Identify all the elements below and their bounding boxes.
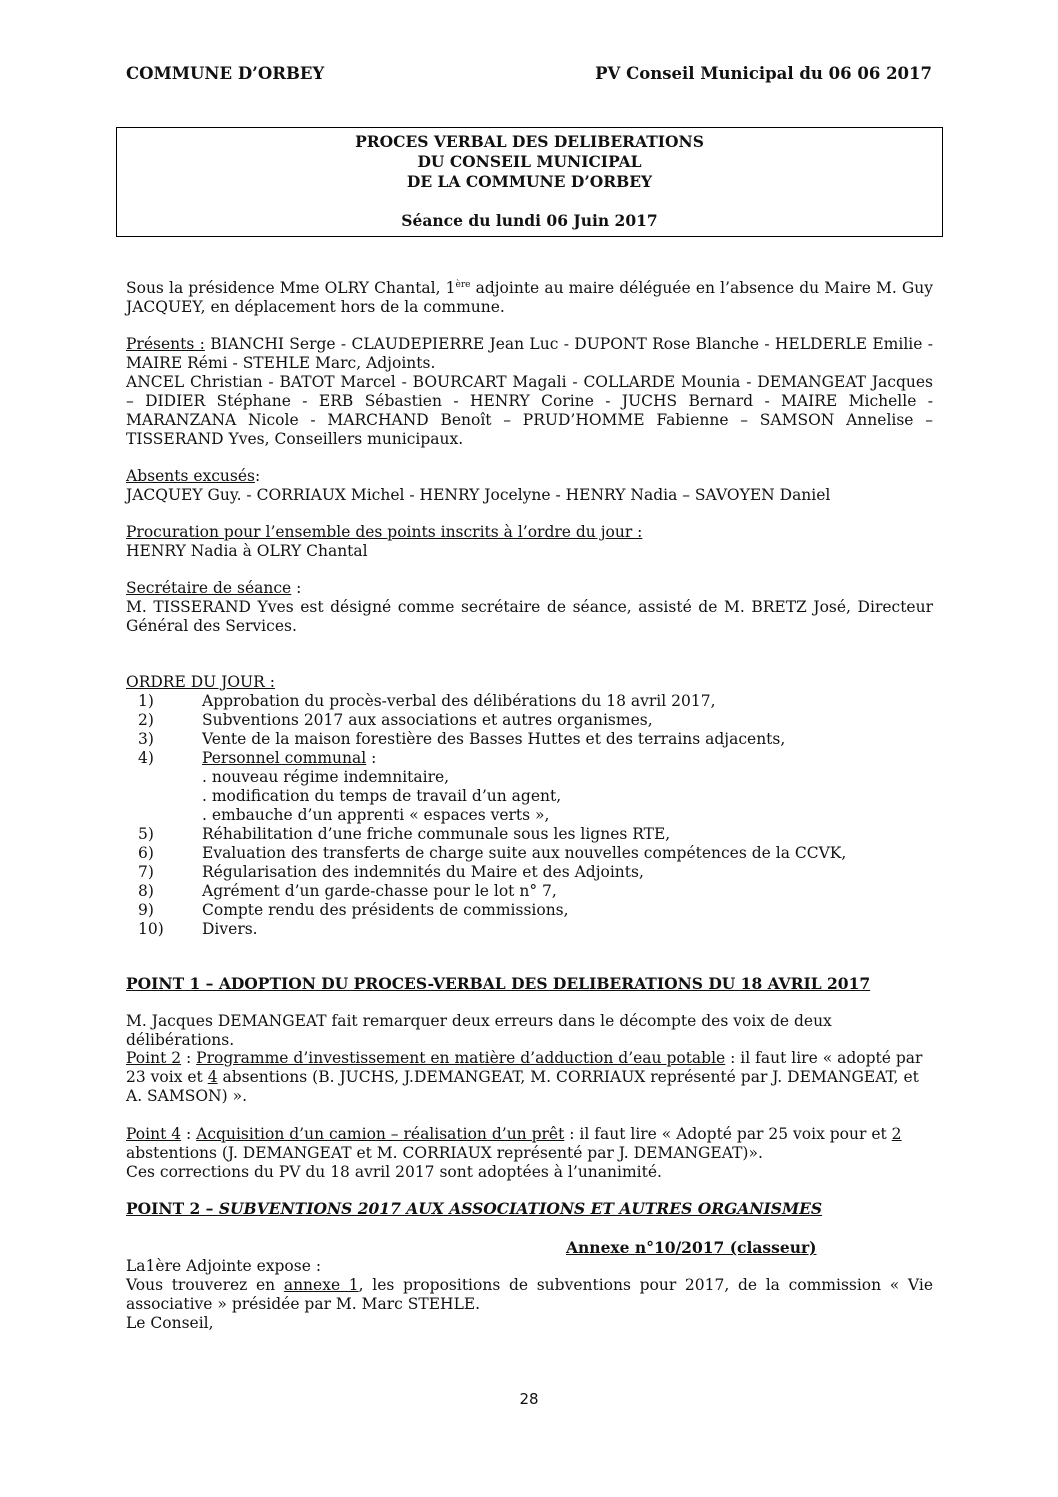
point2-body — [126, 1257, 933, 1333]
item-number: 7) — [138, 863, 154, 881]
point1-intro: M. Jacques DEMANGEAT fait remarquer deux erreurs dans le décompte des voix de deux délibérations. — [126, 1012, 832, 1049]
point4-text-a: : il faut lire « Adopté par 25 voix pour et — [564, 1125, 892, 1143]
presents-paragraph — [126, 335, 933, 449]
subitem-text: . nouveau régime indemnitaire, — [202, 768, 450, 786]
point2-text-b: absentions (B. JUCHS, J.DEMANGEAT, M. CORRIAUX représenté par J. DEMANGEAT, et A. SAMSON) ». — [126, 1068, 919, 1105]
absents-names: JACQUEY Guy. - CORRIAUX Michel - HENRY Jocelyne - HENRY Nadia – SAVOYEN Daniel — [126, 486, 831, 504]
presidence-paragraph — [126, 279, 933, 317]
point2-heading-title: SUBVENTIONS 2017 AUX ASSOCIATIONS ET AUTRES ORGANISMES — [218, 1199, 823, 1218]
list-item — [126, 901, 933, 920]
annexe-label: Annexe n°10/2017 (classeur) — [566, 1238, 817, 1257]
point2-text-a: : il faut lire « adopté par 23 voix et — [126, 1049, 923, 1086]
item-text: Compte rendu des présidents de commissions, — [202, 901, 569, 919]
absents-label: Absents excusés — [126, 467, 255, 485]
point1-correction-point2 — [126, 1049, 933, 1106]
list-subitem — [126, 768, 933, 787]
list-item — [126, 882, 933, 901]
procuration-text: HENRY Nadia à OLRY Chantal — [126, 542, 368, 560]
list-subitem — [126, 806, 933, 825]
absents-colon: : — [255, 467, 261, 485]
personnel-communal-label: Personnel communal — [202, 749, 367, 767]
absents-paragraph — [126, 467, 933, 505]
point2-ref: Point 2 — [126, 1049, 182, 1067]
title-line-1: PROCES VERBAL DES DELIBERATIONS — [355, 132, 704, 151]
point2-text-a: Vous trouverez en — [126, 1276, 284, 1294]
point1-heading: POINT 1 – ADOPTION DU PROCES-VERBAL DES DELIBERATIONS DU 18 AVRIL 2017 — [126, 974, 871, 993]
list-item — [126, 920, 933, 939]
point4-sep: : — [181, 1125, 197, 1143]
point1-correction-point4 — [126, 1125, 933, 1182]
item-text: Réhabilitation d’une friche communale sous les lignes RTE, — [202, 825, 671, 843]
item-number: 5) — [138, 825, 154, 843]
point2-sep: : — [181, 1049, 197, 1067]
procuration-label: Procuration pour l’ensemble des points inscrits à l’ordre du jour : — [126, 523, 643, 541]
point4-title: Acquisition d’un camion – réalisation d’un prêt — [196, 1125, 565, 1143]
item-number: 1) — [138, 692, 154, 710]
point4-count: 2 — [891, 1125, 902, 1143]
item-number: 4) — [138, 749, 154, 767]
presidence-superscript: ère — [455, 280, 471, 290]
secretaire-text: M. TISSERAND Yves est désigné comme secrétaire de séance, assisté de M. BRETZ José, Directeur Général des Services. — [126, 598, 933, 635]
item-text: Régularisation des indemnités du Maire et des Adjoints, — [202, 863, 644, 881]
point2-title: Programme d’investissement en matière d’adduction d’eau potable — [196, 1049, 726, 1067]
item-number: 9) — [138, 901, 154, 919]
subitem-text: . embauche d’un apprenti « espaces verts », — [202, 806, 550, 824]
item-number: 2) — [138, 711, 154, 729]
presents-adjoints: BIANCHI Serge - CLAUDEPIERRE Jean Luc - DUPONT Rose Blanche - HELDERLE Emilie - MAIRE Rémi - STEHLE Marc, Adjoints. — [126, 335, 933, 372]
point4-ref: Point 4 — [126, 1125, 182, 1143]
item-text: Subventions 2017 aux associations et autres organismes, — [202, 711, 653, 729]
list-item — [126, 730, 933, 749]
presents-label: Présents : — [126, 335, 205, 353]
point2-text-b: , les propositions de subventions pour 2017, de la commission « Vie associative » présidée par M. Marc STEHLE. — [126, 1276, 933, 1313]
item-text: Approbation du procès-verbal des délibérations du 18 avril 2017, — [202, 692, 716, 710]
title-line-2: DU CONSEIL MUNICIPAL — [417, 152, 642, 171]
list-subitem — [126, 787, 933, 806]
point1-conclusion: Ces corrections du PV du 18 avril 2017 sont adoptées à l’unanimité. — [126, 1163, 662, 1181]
header-pv-date: PV Conseil Municipal du 06 06 2017 — [595, 64, 932, 83]
secretaire-paragraph — [126, 579, 933, 636]
item-number: 8) — [138, 882, 154, 900]
secretaire-colon: : — [291, 579, 302, 597]
list-item — [126, 749, 933, 768]
point2-conseil: Le Conseil, — [126, 1314, 214, 1332]
ordre-du-jour-heading: ORDRE DU JOUR : — [126, 673, 275, 691]
point2-heading — [126, 1199, 933, 1218]
point4-text-b: abstentions (J. DEMANGEAT et M. CORRIAUX représenté par J. DEMANGEAT)». — [126, 1144, 763, 1162]
ordre-du-jour-list — [126, 692, 933, 939]
seance-date: Séance du lundi 06 Juin 2017 — [401, 211, 658, 230]
point2-expose: La1ère Adjointe expose : — [126, 1257, 322, 1275]
item-text: Agrément d’un garde-chasse pour le lot n° 7, — [202, 882, 557, 900]
ordre-du-jour-label — [126, 673, 933, 692]
list-item — [126, 692, 933, 711]
item-text: Divers. — [202, 920, 258, 938]
item-number: 3) — [138, 730, 154, 748]
point2-count: 4 — [207, 1068, 218, 1086]
subitem-text: . modification du temps de travail d’un agent, — [202, 787, 562, 805]
title-box — [116, 127, 943, 237]
presents-conseillers: ANCEL Christian - BATOT Marcel - BOURCART Magali - COLLARDE Mounia - DEMANGEAT Jacques – DIDIER Stéphane - ERB Sébastien - HENRY Corine - JUCHS Bernard - MAIRE Michelle - MARANZANA Nicole - MARCHAND Benoît – PRUD’HOMME Fabienne – SAMSON Annelise – TISSERAND Yves, Conseillers municipaux. — [126, 373, 933, 448]
item-text — [202, 749, 376, 768]
list-item — [126, 825, 933, 844]
personnel-communal-colon: : — [366, 749, 377, 767]
annexe-reference — [566, 1238, 866, 1257]
title-line-3: DE LA COMMUNE D’ORBEY — [406, 172, 653, 191]
item-number: 10) — [138, 920, 164, 938]
item-text: Vente de la maison forestière des Basses Huttes et des terrains adjacents, — [202, 730, 786, 748]
annexe-1-link: annexe 1 — [283, 1276, 359, 1294]
item-text: Evaluation des transferts de charge suite aux nouvelles compétences de la CCVK, — [202, 844, 847, 862]
point2-heading-prefix: POINT 2 – — [126, 1199, 219, 1218]
secretaire-label: Secrétaire de séance — [126, 579, 292, 597]
page-number: 28 — [519, 1390, 539, 1408]
list-item — [126, 863, 933, 882]
item-number: 6) — [138, 844, 154, 862]
list-item — [126, 711, 933, 730]
procuration-paragraph — [126, 523, 933, 561]
header-commune: COMMUNE D’ORBEY — [126, 64, 325, 83]
list-item — [126, 844, 933, 863]
presidence-text-b: adjointe au maire déléguée en l’absence du Maire M. Guy JACQUEY, en déplacement hors de la commune. — [126, 279, 933, 316]
presidence-text-a: Sous la présidence Mme OLRY Chantal, 1 — [126, 279, 456, 297]
